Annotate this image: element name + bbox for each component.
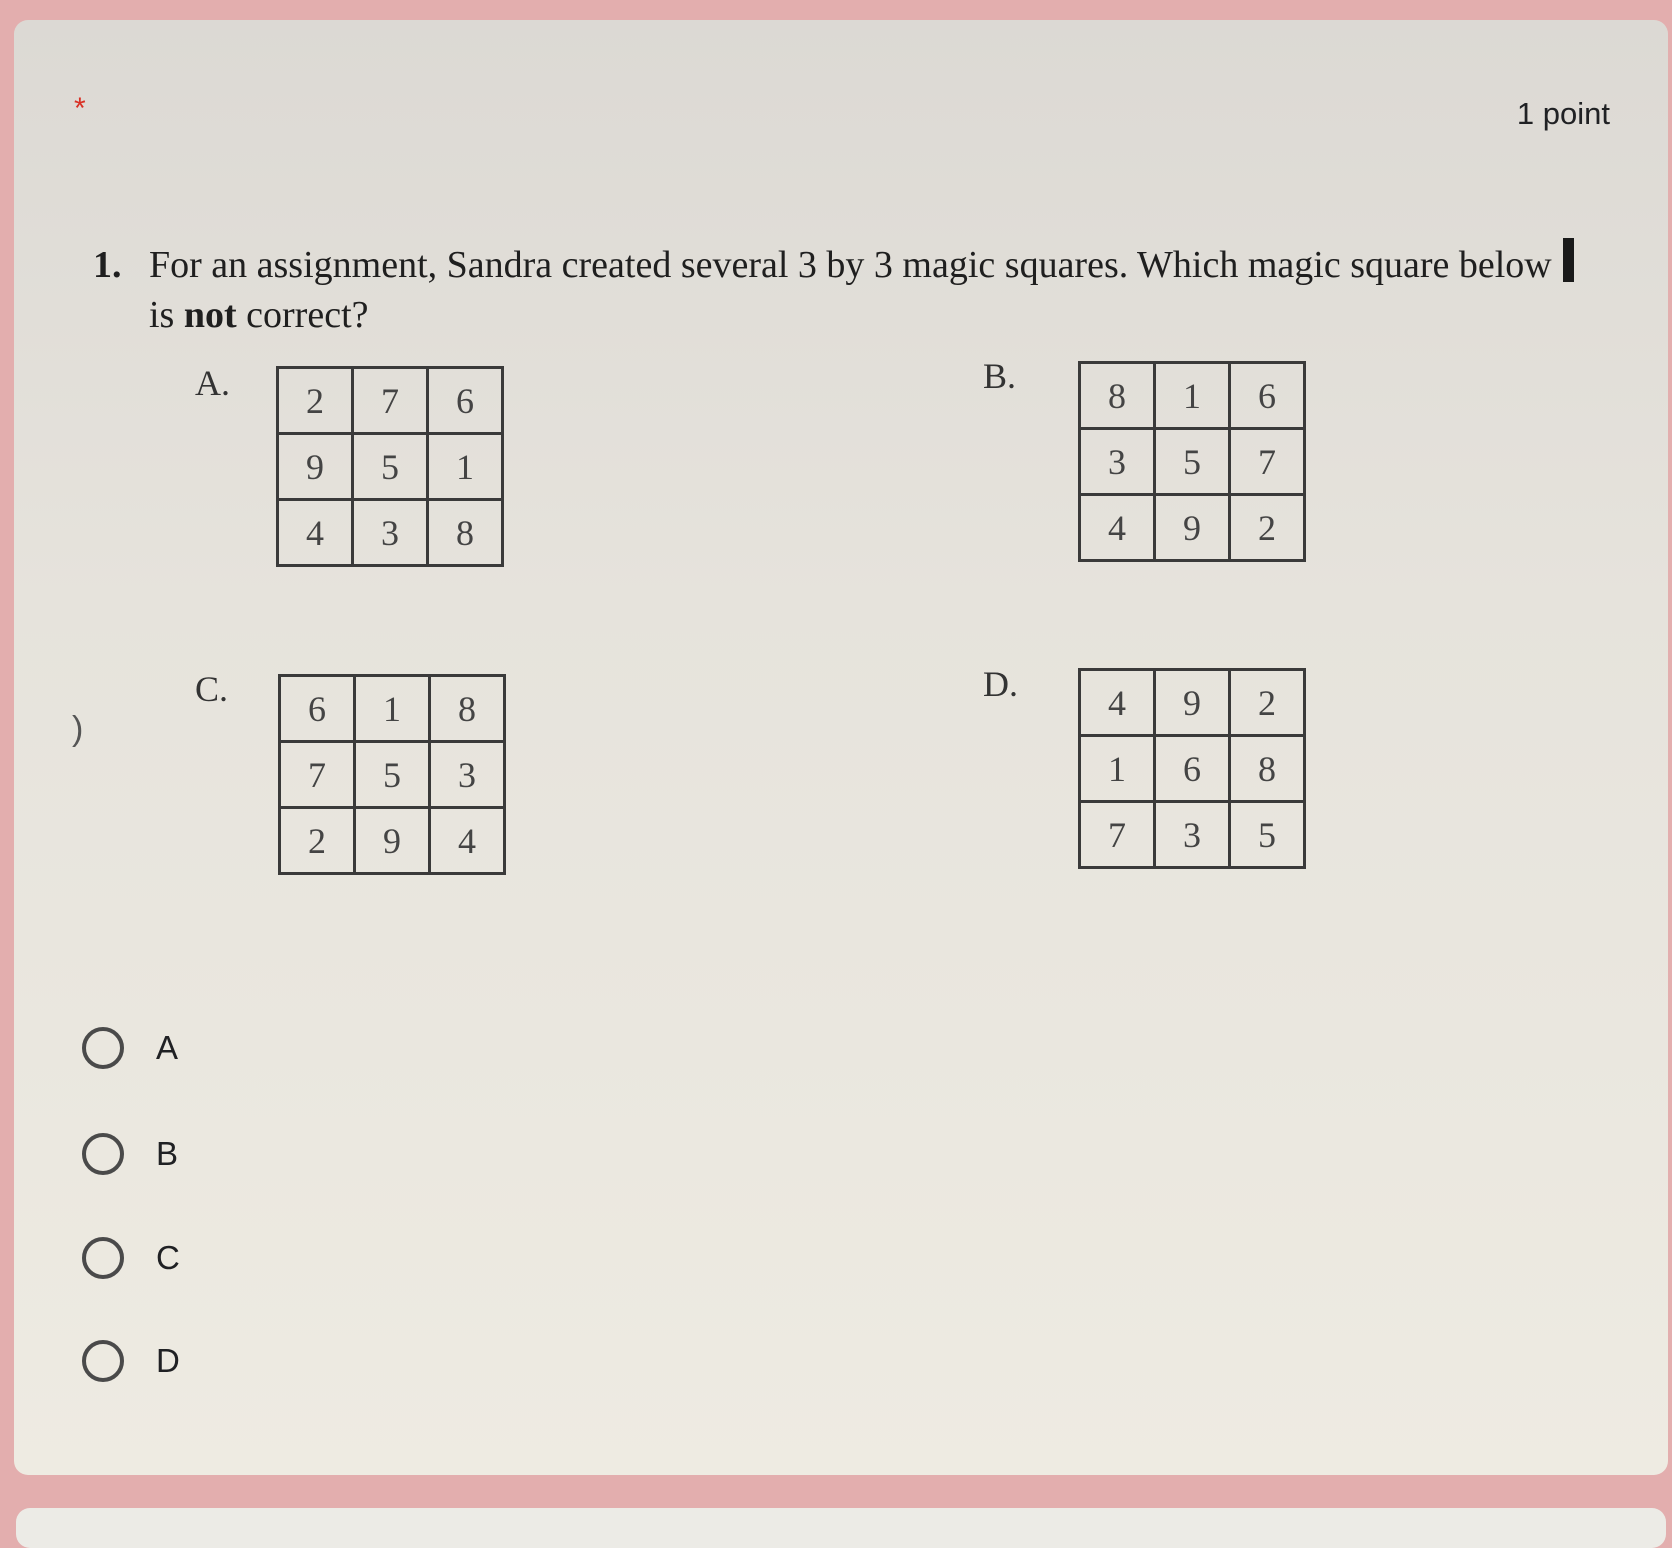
square-row: [1080, 363, 1305, 429]
square-cell: 7: [353, 368, 428, 434]
square-a-label: A.: [195, 363, 230, 403]
square-cell: 2: [280, 808, 355, 874]
magic-square-c: [278, 674, 506, 875]
square-cell: 7: [280, 742, 355, 808]
choice-b[interactable]: [82, 1133, 178, 1175]
stray-mark: ): [72, 710, 84, 748]
square-cell: 7: [1080, 802, 1155, 868]
square-cell: 6: [1155, 736, 1230, 802]
choice-c-label[interactable]: C: [156, 1239, 180, 1276]
square-row: [1080, 495, 1305, 561]
square-cell: 5: [353, 434, 428, 500]
square-cell: 4: [1080, 495, 1155, 561]
square-row: [1080, 802, 1305, 868]
square-cell: 9: [355, 808, 430, 874]
square-cell: 6: [428, 368, 503, 434]
square-cell: 5: [1230, 802, 1305, 868]
square-row: [278, 434, 503, 500]
square-cell: 1: [428, 434, 503, 500]
square-cell: 1: [1080, 736, 1155, 802]
choice-a[interactable]: [82, 1027, 178, 1069]
square-cell: 1: [1155, 363, 1230, 429]
square-cell: 5: [355, 742, 430, 808]
square-cell: 8: [1080, 363, 1155, 429]
square-c-label: C.: [195, 669, 229, 709]
required-asterisk: *: [74, 92, 86, 125]
magic-square-d: [1078, 668, 1306, 869]
square-cell: 9: [278, 434, 353, 500]
next-question-card: [16, 1508, 1666, 1548]
square-row: [280, 676, 505, 742]
square-row: [1080, 736, 1305, 802]
square-row: [278, 368, 503, 434]
square-b-label: B.: [983, 356, 1017, 396]
square-row: [280, 742, 505, 808]
square-cell: 9: [1155, 670, 1230, 736]
question-line-2: is not correct?: [149, 294, 369, 336]
square-row: [278, 500, 503, 566]
radio-button-icon[interactable]: [82, 1237, 124, 1279]
square-cell: 7: [1230, 429, 1305, 495]
emphasis-not: not: [183, 294, 237, 336]
square-cell: 4: [430, 808, 505, 874]
square-cell: 2: [1230, 495, 1305, 561]
question-card: [14, 20, 1668, 1475]
square-cell: 4: [1080, 670, 1155, 736]
question-text: [93, 240, 1553, 340]
square-d-label: D.: [983, 664, 1018, 704]
question-number: 1.: [93, 244, 122, 286]
square-row: [1080, 670, 1305, 736]
square-cell: 4: [278, 500, 353, 566]
magic-square-a: [276, 366, 504, 567]
square-cell: 3: [1080, 429, 1155, 495]
square-row: [280, 808, 505, 874]
square-cell: 8: [1230, 736, 1305, 802]
choice-a-label[interactable]: A: [156, 1029, 179, 1066]
square-cell: 3: [1155, 802, 1230, 868]
square-cell: 3: [430, 742, 505, 808]
points-label: 1 point: [1516, 96, 1610, 131]
square-cell: 8: [428, 500, 503, 566]
question-line-1: For an assignment, Sandra created several 3 by 3 magic squares. Which magic square below: [149, 244, 1552, 286]
magic-square-b: [1078, 361, 1306, 562]
choice-d-label[interactable]: D: [156, 1342, 180, 1379]
square-cell: 1: [355, 676, 430, 742]
square-cell: 6: [1230, 363, 1305, 429]
square-cell: 6: [280, 676, 355, 742]
square-cell: 3: [353, 500, 428, 566]
radio-button-icon[interactable]: [82, 1027, 124, 1069]
radio-button-icon[interactable]: [82, 1133, 124, 1175]
text-cursor-bar: [1563, 238, 1574, 282]
choice-b-label[interactable]: B: [156, 1135, 179, 1172]
radio-button-icon[interactable]: [82, 1340, 124, 1382]
square-cell: 9: [1155, 495, 1230, 561]
choice-d[interactable]: [82, 1340, 180, 1382]
square-cell: 8: [430, 676, 505, 742]
square-cell: 5: [1155, 429, 1230, 495]
square-row: [1080, 429, 1305, 495]
square-cell: 2: [278, 368, 353, 434]
choice-c[interactable]: [82, 1237, 180, 1279]
square-cell: 2: [1230, 670, 1305, 736]
